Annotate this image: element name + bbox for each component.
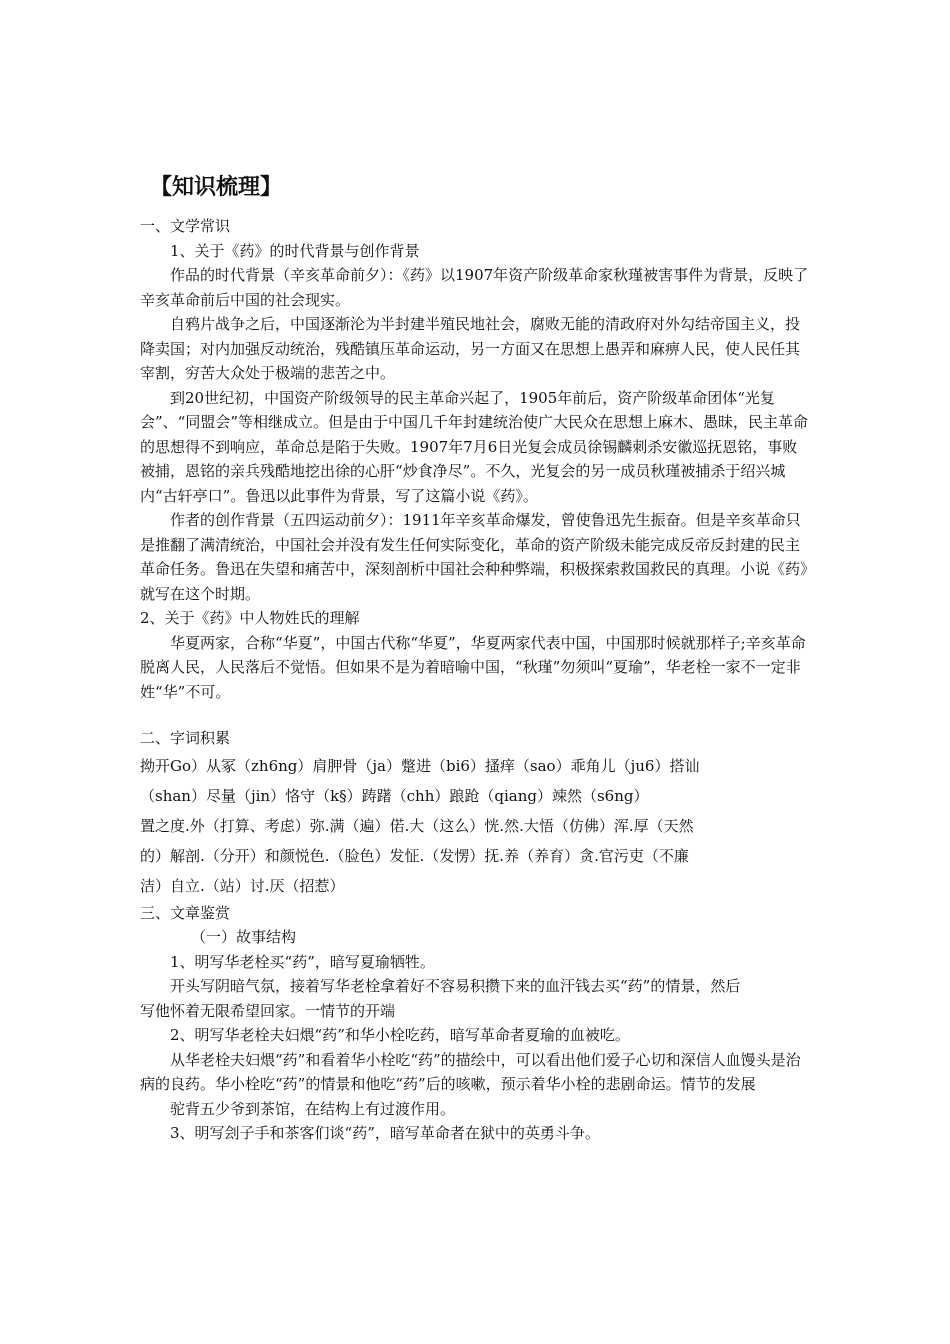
paragraph: 驼背五少爷到茶馆，在结构上有过渡作用。 — [170, 1099, 456, 1118]
point-title: 2、明写华老栓夫妇煨“药”和华小栓吃药，暗写革命者夏瑜的血被吃。 — [170, 1026, 630, 1044]
paragraph: 自鸦片战争之后，中国逐渐沦为半封建半殖民地社会，腐败无能的清政府对外勾结帝国主义，投降卖国；对内加强反动统治，残酷镇压革命运动，另一方面又在思想上愚弄和麻痹人民，使人民任其宰割，穷苦大众处于极端的悲苦之中。 — [140, 315, 801, 382]
paragraph: 华夏两家，合称“华夏”，中国古代称“华夏”，华夏两家代表中国，中国那时候就那样子;辛亥革命脱离人民，人民落后不觉悟。但如果不是为着暗喻中国，“秋瑾”勿须叫“夏瑜”，华老栓一家不一定非姓“华”不可。 — [140, 633, 806, 701]
vocab-line: 置之度.外（打算、考虑）弥.满（遍）偌.大（这么）恍.然.大悟（仿佛）浑.厚（天然 — [140, 816, 694, 835]
spacer — [140, 704, 810, 726]
vocab-line: （shan）尽量（jin）恪守（k§）踌躇（chh）踉跄（qiang）竦然（s6ng） — [140, 786, 649, 805]
paragraph: 作者的创作背景（五四运动前夕）：1911年辛亥革命爆发，曾使鲁迅先生振奋。但是辛亥革命只是推翻了满清统治，中国社会并没有发生任何实际变化，革命的资产阶级未能完成反帝反封建的民主革命任务。鲁迅在失望和痛苦中，深刻剖析中国社会种种弊端，积极探索救国救民的真理。小说《药》就写在这个时期。 — [140, 511, 808, 603]
paragraph: 开头写阴暗气氛，接着写华老栓拿着好不容易积攒下来的血汗钱去买“药”的情景，然后 — [170, 977, 741, 995]
paragraph: 从华老栓夫妇煨“药”和看着华小栓吃“药”的描绘中，可以看出他们爱子心切和深信人血馒头是治病的良药。华小栓吃“药”的情景和他吃“药”后的咳嗽，预示着华小栓的悲剧命运。情节的发展 — [140, 1050, 801, 1093]
paragraph: 写他怀着无限希望回家。一情节的开端 — [140, 1001, 396, 1020]
point-title: 1、明写华老栓买“药”，暗写夏瑜牺牲。 — [170, 952, 435, 971]
subsection-2-title: 2、关于《药》中人物姓氏的理解 — [140, 609, 360, 627]
vocab-line: 的）解剖.（分开）和颜悦色.（脸色）发怔.（发愣）抚.养（养育）贪.官污吏（不廉 — [140, 846, 689, 865]
paragraph: 到20世纪初，中国资产阶级领导的民主革命兴起了，1905年前后，资产阶级革命团体“光复会”、“同盟会”等相继成立。但是由于中国几千年封建统治使广大民众在思想上麻木、愚昧，民主革命的思想得不到响应，革命总是陷于失败。1907年7月6日光复会成员徐锡麟刺杀安徽巡抚恩铭，事败被捕，恩铭的亲兵残酷地挖出徐的心肝“炒食净尽”。不久，光复会的另一成员秋瑾被捕杀于绍兴城内“古轩亭口”。鲁迅以此事件为背景，写了这篇小说《药》。 — [140, 388, 809, 505]
section-2-title: 二、字词积累 — [140, 729, 231, 747]
section-1-title: 一、文学常识 — [140, 217, 231, 235]
point-title: 3、明写刽子手和茶客们谈“药”，暗写革命者在狱中的英勇斗争。 — [170, 1124, 600, 1142]
vocab-line: 洁）自立.（站）讨.厌（招惹） — [140, 876, 345, 895]
subsection-1-title: 1、关于《药》的时代背景与创作背景 — [170, 241, 420, 260]
paragraph: 作品的时代背景（辛亥革命前夕）：《药》以1907年资产阶级革命家秋瑾被害事件为背景，反映了辛亥革命前后中国的社会现实。 — [140, 266, 809, 309]
section-heading: 【知识梳理】 — [150, 174, 283, 200]
subsection-title: （一）故事结构 — [191, 928, 297, 946]
document-body — [140, 214, 810, 1146]
vocab-line: 拗开Go）从冢（zh6ng）肩胛骨（ja）蹩进（bi6）搔痒（sao）乖角儿（ju6）搭讪 — [140, 756, 700, 775]
section-3-title: 三、文章鉴赏 — [140, 903, 231, 922]
